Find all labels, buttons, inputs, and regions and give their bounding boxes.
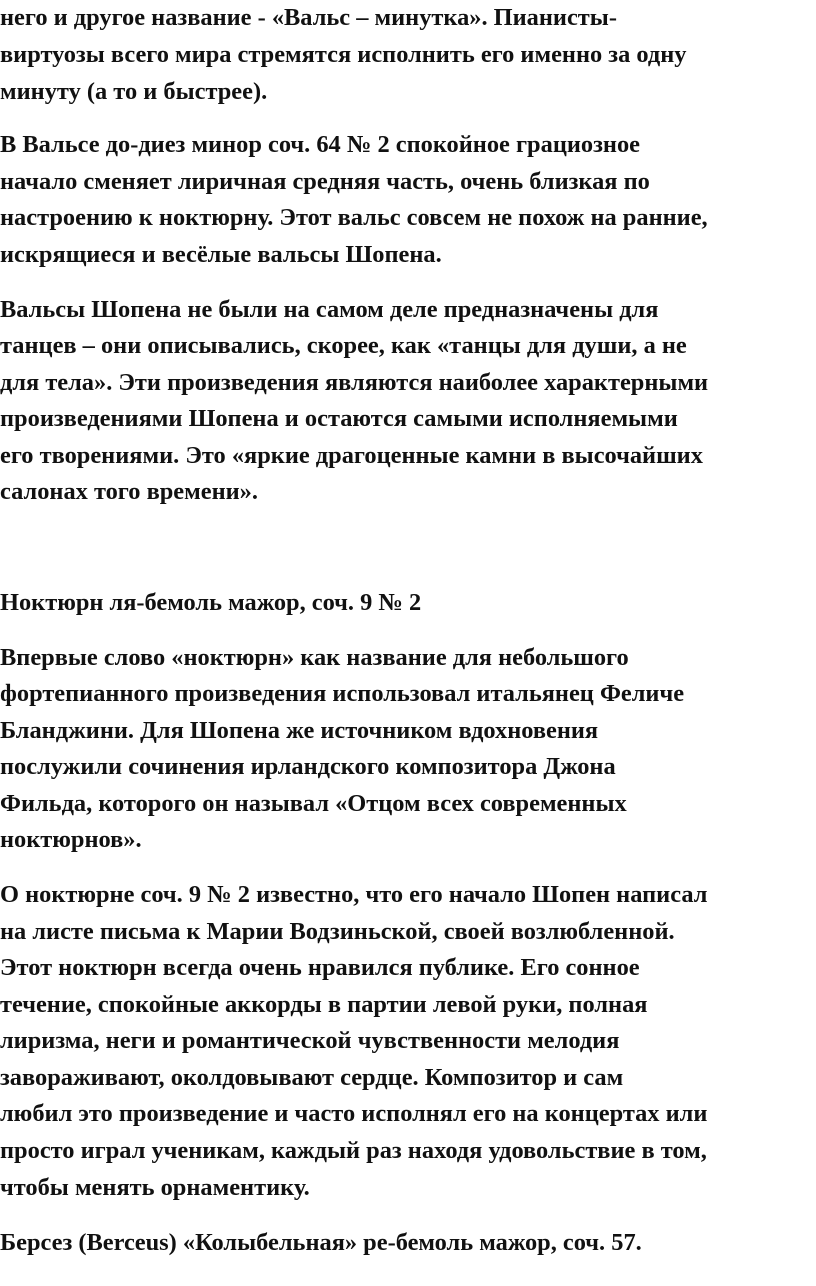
text-line: завораживают, околдовывают сердце. Композитор и сам: [0, 1064, 624, 1091]
section-heading: Ноктюрн ля-бемоль мажор, соч. 9 № 2: [0, 589, 422, 616]
text-line: для тела». Эти произведения являются наиболее характерными: [0, 369, 709, 396]
text-line: О ноктюрне соч. 9 № 2 известно, что его начало Шопен написал: [0, 881, 708, 908]
text-line: В Вальсе до-диез минор соч. 64 № 2 спокойное грациозное: [0, 131, 640, 158]
text-line: начало сменяет лиричная средняя часть, очень близкая по: [0, 168, 650, 195]
text-line: него и другое название - «Вальс – минутка». Пианисты-: [0, 4, 617, 31]
text-line: танцев – они описывались, скорее, как «танцы для души, а не: [0, 332, 687, 359]
text-line: послужили сочинения ирландского композитора Джона: [0, 753, 616, 780]
text-line: салонах того времени».: [0, 478, 258, 505]
text-line: чтобы менять орнаментику.: [0, 1174, 310, 1201]
text-line: Бланджини. Для Шопена же источником вдохновения: [0, 717, 599, 744]
text-line: любил это произведение и часто исполнял его на концертах или: [0, 1100, 708, 1127]
text-line: Вальсы Шопена не были на самом деле предназначены для: [0, 296, 659, 323]
text-line: виртуозы всего мира стремятся исполнить его именно за одну: [0, 41, 687, 68]
text-line: его творениями. Это «яркие драгоценные камни в высочайших: [0, 442, 703, 469]
text-line: фортепианного произведения использовал итальянец Феличе: [0, 680, 685, 707]
text-line: ноктюрнов».: [0, 826, 142, 853]
text-line: Этот ноктюрн всегда очень нравился публике. Его сонное: [0, 954, 640, 981]
text-line: на листе письма к Марии Водзиньской, своей возлюбленной.: [0, 918, 675, 945]
text-line: течение, спокойные аккорды в партии левой руки, полная: [0, 991, 648, 1018]
text-line: Впервые слово «ноктюрн» как название для небольшого: [0, 644, 629, 671]
section-heading: Берсез (Berceus) «Колыбельная» ре-бемоль мажор, соч. 57.: [0, 1229, 642, 1256]
text-line: просто играл ученикам, каждый раз находя удовольствие в том,: [0, 1137, 707, 1164]
text-line: настроению к ноктюрну. Этот вальс совсем не похож на ранние,: [0, 204, 708, 231]
text-line: произведениями Шопена и остаются самыми исполняемыми: [0, 405, 678, 432]
text-line: минуту (а то и быстрее).: [0, 78, 268, 105]
text-line: лиризма, неги и романтической чувственности мелодия: [0, 1027, 620, 1054]
text-line: Фильда, которого он называл «Отцом всех современных: [0, 790, 627, 817]
text-line: искрящиеся и весёлые вальсы Шопена.: [0, 241, 442, 268]
